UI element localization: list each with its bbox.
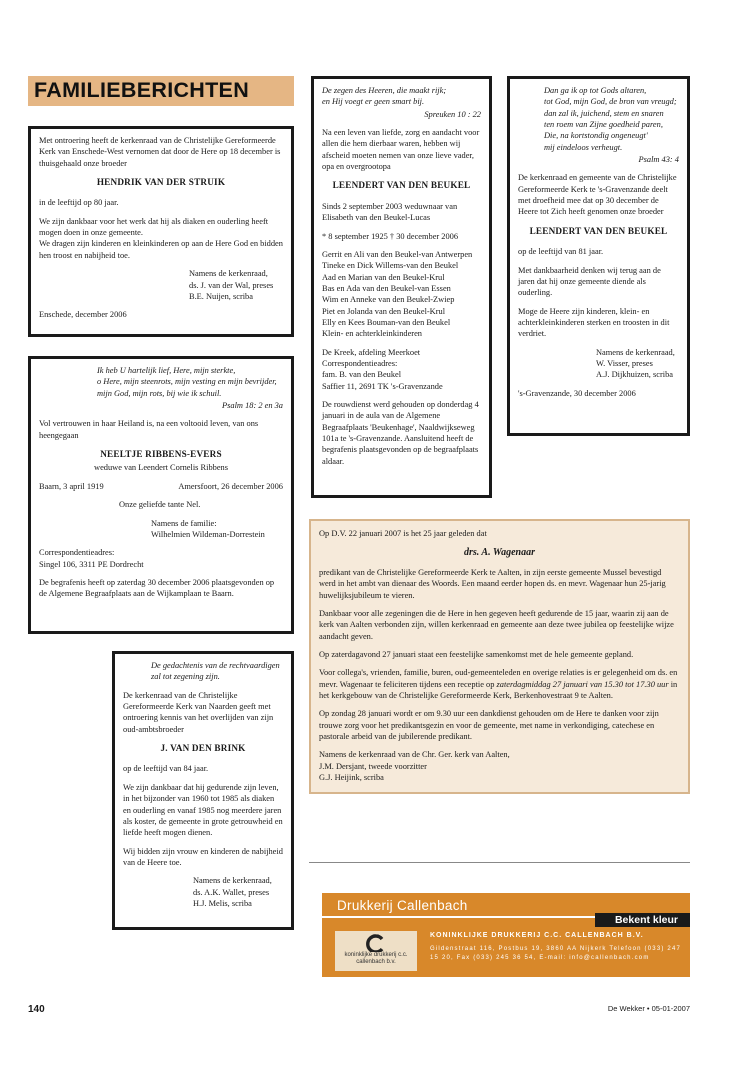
signature: Namens de kerkenraad, ds. A.K. Wallet, preses H.J. Melis, scriba [193,876,272,908]
life-dates: * 8 september 1925 † 30 december 2006 [322,231,459,241]
verse-reference: Psalm 18: 2 en 3a [222,401,283,411]
verse-reference: Spreuken 10 : 22 [424,109,481,119]
jubilee-announcement [309,519,690,794]
announcement-paragraph: Op zaterdagavond 27 januari staat een feestelijke samenkomst met de hele gemeente gepland. [319,649,634,659]
company-address: Gildenstraat 116, Postbus 19, 3860 AA Nijkerk Telefoon (033) 247 15 20, Fax (033) 245 36 54, E-mail: info@callenbach.com [430,946,682,962]
bible-verse: De zegen des Heeren, die maakt rijk; en Hij voegt er geen smart bij. [322,86,447,107]
widower-text: Sinds 2 september 2003 weduwnaar van Elisabeth van den Beukel-Lucas [322,201,458,223]
deceased-name: J. VAN DEN BRINK [160,743,246,754]
announcement-intro: Op D.V. 22 januari 2007 is het 25 jaar geleden dat [319,529,487,538]
family-signature: Namens de familie: Wilhelmien Wildeman-Dorrestein [151,518,265,539]
page-number: 140 [28,1004,45,1015]
honoree-name: drs. A. Wagenaar [464,547,535,559]
family-list: Gerrit en Ali van den Beukel-van Antwerpen Tineke en Dick Willems-van den Beukel Aad en Marian van den Beukel-Krul Bas en Ada van den Beukel-van Essen Wim en Anneke van den Beukel-Zwiep Piet en Jolanda van den Beukel-Krul Elly en Kees Bouman-van den Beukel Klein- en achterkleinkinderen [322,249,473,339]
notice-intro: De kerkenraad en gemeente van de Christelijke Gereformeerde Kerk te 's-Gravenzande deelt met droefheid mee dat op 30 december de Heere tot Zich heeft genomen onze broeder [518,173,677,217]
ad-title: Drukkerij Callenbach [337,898,468,913]
place-date: 's-Gravenzande, 30 december 2006 [518,388,636,398]
deceased-name: HENDRIK VAN DER STRUIK [96,177,226,188]
notice-intro: De kerkenraad van de Christelijke Gereformeerde Kerk van Naarden geeft met ontroering kennis van het overlijden van zijn oud-ambtsbroeder [123,690,274,734]
ad-slogan: Bekent kleur [595,913,690,927]
correspondence-address: Correspondentieadres: Singel 106, 3311 PE Dordrecht [39,548,144,569]
callenbach-advertisement[interactable] [322,893,690,977]
company-name: KONINKLIJKE DRUKKERIJ C.C. CALLENBACH B.V. [430,932,644,939]
verse-reference: Psalm 43: 4 [638,155,679,165]
announcement-paragraph: Dankbaar voor alle zegeningen die de Here in hen gegeven heeft gedurende de 15 jaar, waarin zij aan de kerk van Aalten verbonden zijn, willen kerkenraad en gemeente aan deze twee jubilea op feestelijke wijze aandacht geven. [319,608,674,641]
announcement-paragraph: predikant van de Christelijke Gereformeerde Kerk te Aalten, in zijn eerste gemeente Mussel bevestigd werd in het ambt van dienaar des Woords. Een maand eerder hopen ds. en mevr. Wagenaar hun 25-jarig huwelijksjubileum te vieren. [319,567,666,600]
bible-verse: Dan ga ik op tot Gods altaren, tot God, mijn God, de bron van vreugd; dan zal ik, juichend, stem en snaren ten roem van Zijne goedheid paren, Die, na kortstondig ongeneugt' mij eindeloos verheugt. [544,86,677,152]
funeral-info: De begrafenis heeft op zaterdag 30 december 2006 plaatsgevonden op de Algemene Begraafplaats aan de Wijkamplaan te Baarn. [39,577,275,599]
email-link[interactable]: E-mail: info@callenbach.com [539,955,650,962]
signature: Namens de kerkenraad van de Chr. Ger. kerk van Aalten, J.M. Dersjant, tweede voorzitter G.J. Heijink, scriba [319,750,510,782]
divider [309,862,690,863]
notice-intro: Vol vertrouwen in haar Heiland is, na een voltooid leven, van ons heengegaan [39,419,259,440]
life-dates: Baarn, 3 april 1919 Amersfoort, 26 december 2006 [39,481,283,491]
age-text: op de leeftijd van 81 jaar. [518,247,604,257]
notice-text: We zijn dankbaar voor het werk dat hij als diaken en ouderling heeft mogen doen in onze gemeente. We dragen zijn kinderen en kleinkinderen op aan de Here God en bidden hen troost en nabijheid toe. [39,216,283,260]
deceased-name: LEENDERT VAN DEN BEUKEL [332,180,471,191]
widow-of: weduwe van Leendert Cornelis Ribbens [94,463,228,473]
deceased-name: LEENDERT VAN DEN BEUKEL [529,225,668,236]
aunt-line: Onze geliefde tante Nel. [119,500,201,510]
correspondence-address: De Kreek, afdeling Meerkoet Correspondentieadres: fam. B. van den Beukel Saffier 11, 2691 TK 's-Gravenzande [322,347,443,391]
announcement-paragraph: Op zondag 28 januari wordt er om 9.30 uur een dankdienst gehouden om de Here te danken voor zijn trouwe zorg voor het predikantsgezin en voor de gemeente, met name in verkondiging, catechese en pastorale arbeid van de jubilerende predikant. [319,709,659,741]
notice-text: Wij bidden zijn vrouw en kinderen de nabijheid van de Heere toe. [123,846,283,867]
bible-verse: Ik heb U hartelijk lief, Here, mijn sterkte, o Here, mijn steenrots, mijn vesting en mijn bevrijder, mijn God, mijn rots, bij wie ik schuil. [97,366,277,398]
section-header [28,76,294,106]
deceased-name: NEELTJE RIBBENS-EVERS [100,449,222,460]
crown-c-logo-icon [365,934,387,952]
notice-text: Met dankbaarheid denken wij terug aan de jaren dat hij onze gemeente diende als ouderling. [518,265,661,298]
notice-beukel-church [507,76,690,436]
age-text: op de leeftijd van 84 jaar. [123,764,209,774]
notice-intro: Met ontroering heeft de kerkenraad van de Christelijke Gereformeerde Kerk van Enschede-West vernomen dat door de Here op 18 december is thuisgehaald onze broeder [39,136,281,168]
signature: Namens de kerkenraad, W. Visser, preses A.J. Dijkhuizen, scriba [596,347,675,380]
company-logo [335,931,417,971]
notice-ribbens [28,356,294,634]
signature: Namens de kerkenraad, ds. J. van der Wal, preses B.E. Nuijen, scriba [189,269,274,301]
logo-caption: koninklijke drukkerij c.c. callenbach b.v. [344,952,408,966]
funeral-info: De rouwdienst werd gehouden op donderdag 4 januari in de aula van de Algemene Begraafplaats 'Beukenhage', Naaldwijkseweg 101a te 's-Gravenzande. Aansluitend heeft de begrafenis plaatsgevonden op de begraafplaats aldaar. [322,399,479,466]
notice-text: We zijn dankbaar dat hij gedurende zijn leven, in het bijzonder van 1960 tot 1985 als diaken en ouderling en vanaf 1985 nog meerdere jaren als koster, de gemeente in grote getrouwheid en liefde heeft mogen dienen. [123,782,283,838]
place-date: Enschede, december 2006 [39,310,127,320]
issue-info: De Wekker • 05-01-2007 [607,1004,690,1013]
notice-brink [112,651,294,930]
section-title: FAMILIEBERICHTEN [34,78,250,102]
notice-text: Moge de Heere zijn kinderen, klein- en achterkleinkinderen sterken en troosten in dit verdriet. [518,306,670,339]
bible-verse: De gedachtenis van de rechtvaardigen zal tot zegening zijn. [151,661,280,682]
notice-beukel-family [311,76,492,498]
notice-intro: Na een leven van liefde, zorg en aandacht voor allen die hem dierbaar waren, hebben wij afscheid moeten nemen van onze lieve vader, opa en overgrootopa [322,128,480,172]
announcement-paragraph: Voor collega's, vrienden, familie, buren, oud-gemeenteleden en overige relaties is er gelegenheid om ds. en mevr. Wagenaar te feliciteren tijdens een receptie op zaterdagmiddag 27 januari van 15.30 tot 17.30 uur in het kerkgebouw van de Christelijke Gereformeerde Kerk, Berkenhovestraat 9 te Aalten. [319,668,678,700]
age-text: in de leeftijd op 80 jaar. [39,198,119,208]
notice-struik [28,126,294,337]
